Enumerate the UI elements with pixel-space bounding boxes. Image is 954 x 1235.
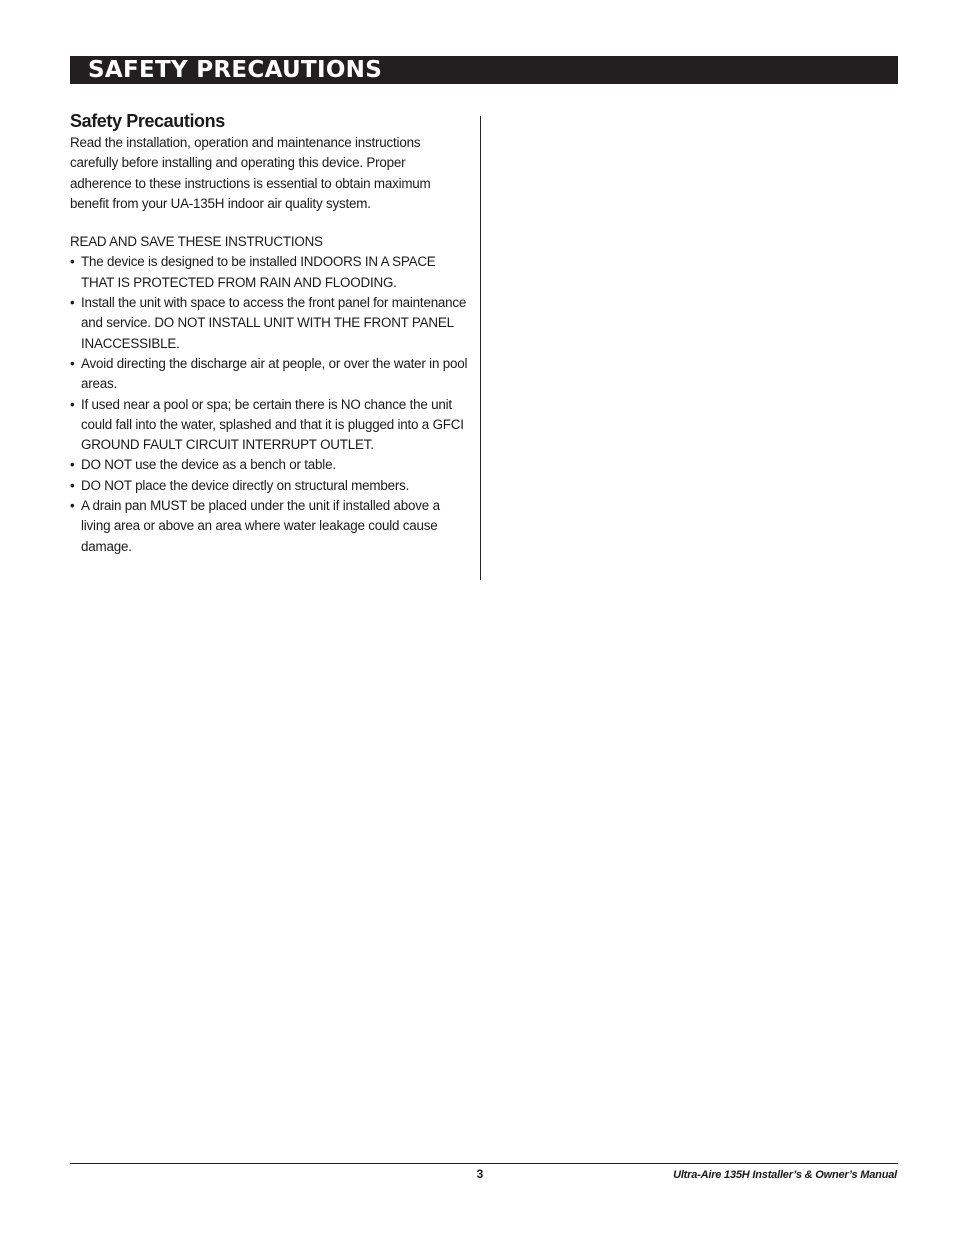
- list-item: • DO NOT use the device as a bench or table.: [70, 455, 470, 475]
- section-header-bar: [70, 56, 898, 84]
- page-title: SAFETY PRECAUTIONS: [88, 57, 383, 83]
- list-item: • The device is designed to be installed INDOORS IN A SPACE THAT IS PROTECTED FROM RAIN AND FLOODING.: [70, 252, 470, 293]
- section-heading: Safety Precautions: [70, 111, 225, 131]
- intro-paragraph: Read the installation, operation and maintenance instructions carefully before installing and operating this device. Proper adherence to these instructions is essential to obtain maximum benefit from your UA-135H indoor air quality system.: [70, 135, 431, 211]
- column-divider: [480, 116, 481, 580]
- list-item: • Avoid directing the discharge air at people, or over the water in pool areas.: [70, 354, 470, 395]
- read-save-notice: READ AND SAVE THESE INSTRUCTIONS: [70, 234, 323, 250]
- left-column: [70, 110, 470, 557]
- footer-rule: [70, 1163, 898, 1164]
- list-item: • Install the unit with space to access the front panel for maintenance and service. DO NOT INSTALL UNIT WITH THE FRONT PANEL INACCESSIBLE.: [70, 293, 470, 354]
- list-item: • If used near a pool or spa; be certain there is NO chance the unit could fall into the water, splashed and that it is plugged into a GFCI GROUND FAULT CIRCUIT INTERRUPT OUTLET.: [70, 395, 470, 456]
- list-item: • DO NOT place the device directly on structural members.: [70, 476, 470, 496]
- list-item: • A drain pan MUST be placed under the unit if installed above a living area or above an area where water leakage could cause damage.: [70, 496, 470, 557]
- manual-title: Ultra-Aire 135H Installer’s & Owner’s Manual: [673, 1169, 897, 1181]
- safety-bullet-list: [70, 252, 470, 556]
- page-number: 3: [476, 1167, 484, 1181]
